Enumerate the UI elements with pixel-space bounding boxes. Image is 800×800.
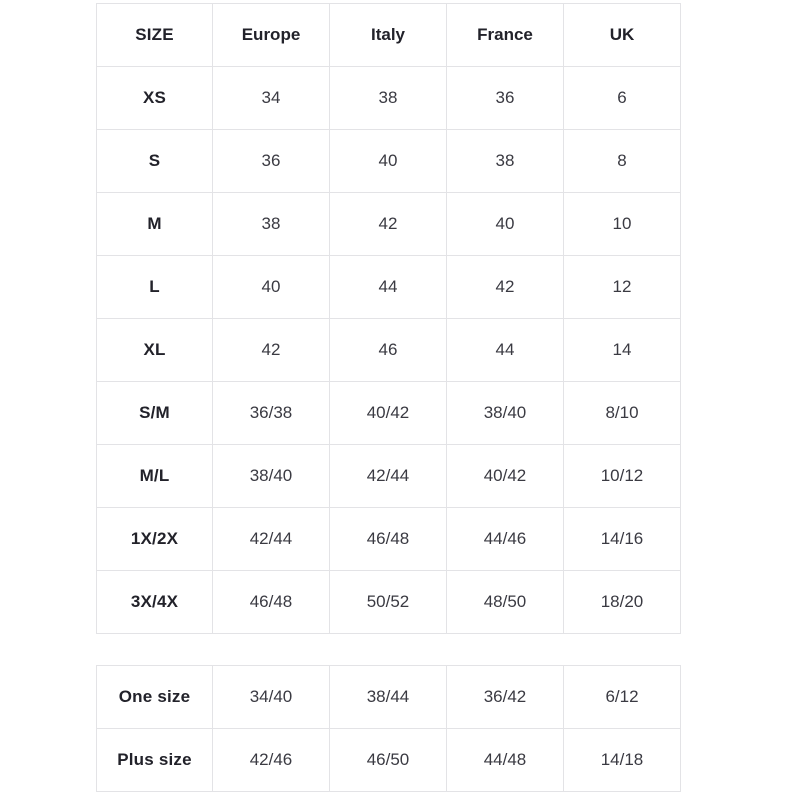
row-label: 3X/4X [97, 571, 213, 634]
cell-france: 44/48 [447, 729, 564, 792]
table-row [97, 508, 681, 571]
cell-france: 40 [447, 193, 564, 256]
table-row [97, 67, 681, 130]
table-row [97, 256, 681, 319]
column-header-france: France [447, 4, 564, 67]
table-row [97, 445, 681, 508]
cell-uk: 6 [564, 67, 681, 130]
table-header-row [97, 4, 681, 67]
cell-europe: 36 [213, 130, 330, 193]
cell-europe: 42 [213, 319, 330, 382]
cell-france: 38 [447, 130, 564, 193]
cell-france: 36/42 [447, 666, 564, 729]
table-row [97, 666, 681, 729]
row-label: XL [97, 319, 213, 382]
column-header-europe: Europe [213, 4, 330, 67]
cell-uk: 14/16 [564, 508, 681, 571]
row-label: Plus size [97, 729, 213, 792]
cell-italy: 46/48 [330, 508, 447, 571]
cell-italy: 38 [330, 67, 447, 130]
cell-uk: 18/20 [564, 571, 681, 634]
cell-uk: 10 [564, 193, 681, 256]
table-row [97, 319, 681, 382]
cell-europe: 42/44 [213, 508, 330, 571]
cell-uk: 14/18 [564, 729, 681, 792]
cell-uk: 6/12 [564, 666, 681, 729]
cell-europe: 34 [213, 67, 330, 130]
cell-europe: 36/38 [213, 382, 330, 445]
column-header-italy: Italy [330, 4, 447, 67]
column-header-size: SIZE [97, 4, 213, 67]
cell-europe: 40 [213, 256, 330, 319]
cell-europe: 42/46 [213, 729, 330, 792]
cell-italy: 42/44 [330, 445, 447, 508]
cell-italy: 50/52 [330, 571, 447, 634]
one-size-table [96, 665, 681, 792]
cell-uk: 10/12 [564, 445, 681, 508]
row-label: XS [97, 67, 213, 130]
row-label: L [97, 256, 213, 319]
cell-uk: 8 [564, 130, 681, 193]
cell-france: 40/42 [447, 445, 564, 508]
cell-france: 48/50 [447, 571, 564, 634]
cell-uk: 12 [564, 256, 681, 319]
cell-italy: 40/42 [330, 382, 447, 445]
cell-uk: 8/10 [564, 382, 681, 445]
cell-europe: 38 [213, 193, 330, 256]
table-row [97, 130, 681, 193]
row-label: S [97, 130, 213, 193]
cell-uk: 14 [564, 319, 681, 382]
cell-france: 38/40 [447, 382, 564, 445]
cell-france: 42 [447, 256, 564, 319]
table-row [97, 193, 681, 256]
table-row [97, 571, 681, 634]
cell-france: 36 [447, 67, 564, 130]
table-body [97, 67, 681, 634]
row-label: M [97, 193, 213, 256]
cell-italy: 46 [330, 319, 447, 382]
row-label: S/M [97, 382, 213, 445]
table-row [97, 729, 681, 792]
one-size-table-container [96, 665, 680, 792]
size-conversion-table-container [96, 3, 680, 634]
cell-italy: 44 [330, 256, 447, 319]
cell-italy: 40 [330, 130, 447, 193]
row-label: 1X/2X [97, 508, 213, 571]
cell-italy: 42 [330, 193, 447, 256]
cell-europe: 46/48 [213, 571, 330, 634]
cell-italy: 38/44 [330, 666, 447, 729]
cell-france: 44 [447, 319, 564, 382]
table-header [97, 4, 681, 67]
cell-europe: 34/40 [213, 666, 330, 729]
column-header-uk: UK [564, 4, 681, 67]
cell-italy: 46/50 [330, 729, 447, 792]
row-label: M/L [97, 445, 213, 508]
table-row [97, 382, 681, 445]
row-label: One size [97, 666, 213, 729]
cell-france: 44/46 [447, 508, 564, 571]
size-conversion-table [96, 3, 681, 634]
table-body [97, 666, 681, 792]
cell-europe: 38/40 [213, 445, 330, 508]
